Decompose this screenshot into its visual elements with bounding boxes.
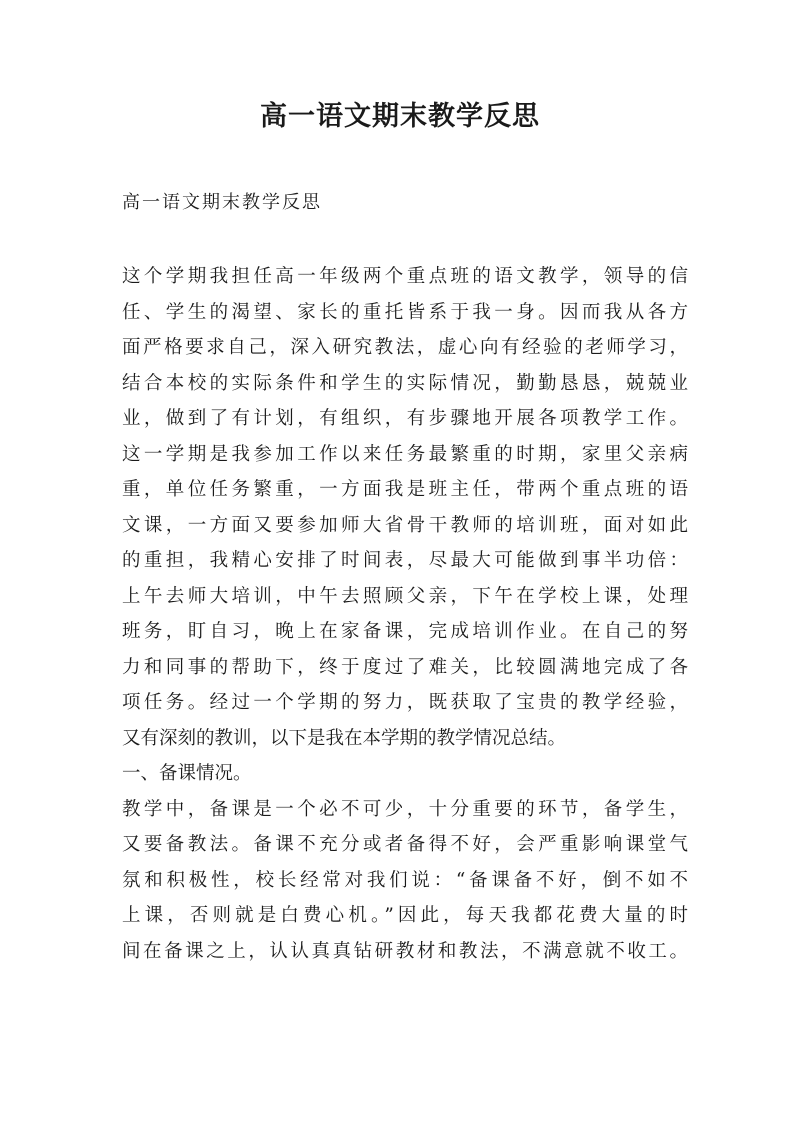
body-line: 业，做到了有计划，有组织，有步骤地开展各项教学工作。 xyxy=(122,408,688,429)
body-line: 教学中，备课是一个必不可少，十分重要的环节，备学生， xyxy=(122,798,688,820)
body-line: 一、备课情况。 xyxy=(122,763,252,784)
body-line: 上午去师大培训，中午去照顾父亲，下午在学校上课，处理 xyxy=(122,585,688,607)
body-line: 重，单位任务繁重，一方面我是班主任，带两个重点班的语 xyxy=(122,479,688,500)
body-line: 又要备教法。备课不充分或者备得不好，会严重影响课堂气 xyxy=(122,834,688,855)
document-body xyxy=(122,259,688,969)
body-line: 又有深刻的教训，以下是我在本学期的教学情况总结。 xyxy=(122,727,567,749)
document-subtitle: 高一语文期末教学反思 xyxy=(122,192,322,213)
body-line: 上课，否则就是白费心机。”因此，每天我都花费大量的时 xyxy=(122,905,688,926)
body-line: 间在备课之上，认认真真钻研教材和教法，不满意就不收工。 xyxy=(122,940,688,962)
body-line: 氛和积极性，校长经常对我们说：“备课备不好，倒不如不 xyxy=(122,869,688,891)
body-line: 任、学生的渴望、家长的重托皆系于我一身。因而我从各方 xyxy=(122,301,688,323)
body-line: 班务，盯自习，晚上在家备课，完成培训作业。在自己的努 xyxy=(122,621,688,642)
body-line: 文课，一方面又要参加师大省骨干教师的培训班，面对如此 xyxy=(122,514,688,536)
body-line: 这一学期是我参加工作以来任务最繁重的时期，家里父亲病 xyxy=(122,443,688,465)
body-line: 这个学期我担任高一年级两个重点班的语文教学，领导的信 xyxy=(122,266,688,287)
body-line: 面严格要求自己，深入研究教法，虚心向有经验的老师学习， xyxy=(122,337,688,358)
body-line: 结合本校的实际条件和学生的实际情况，勤勤恳恳，兢兢业 xyxy=(122,372,688,394)
body-line: 力和同事的帮助下，终于度过了难关，比较圆满地完成了各 xyxy=(122,656,688,678)
body-line: 项任务。经过一个学期的努力，既获取了宝贵的教学经验， xyxy=(122,692,688,713)
body-line: 的重担，我精心安排了时间表，尽最大可能做到事半功倍： xyxy=(122,550,688,571)
document-title: 高一语文期末教学反思 xyxy=(260,101,540,132)
